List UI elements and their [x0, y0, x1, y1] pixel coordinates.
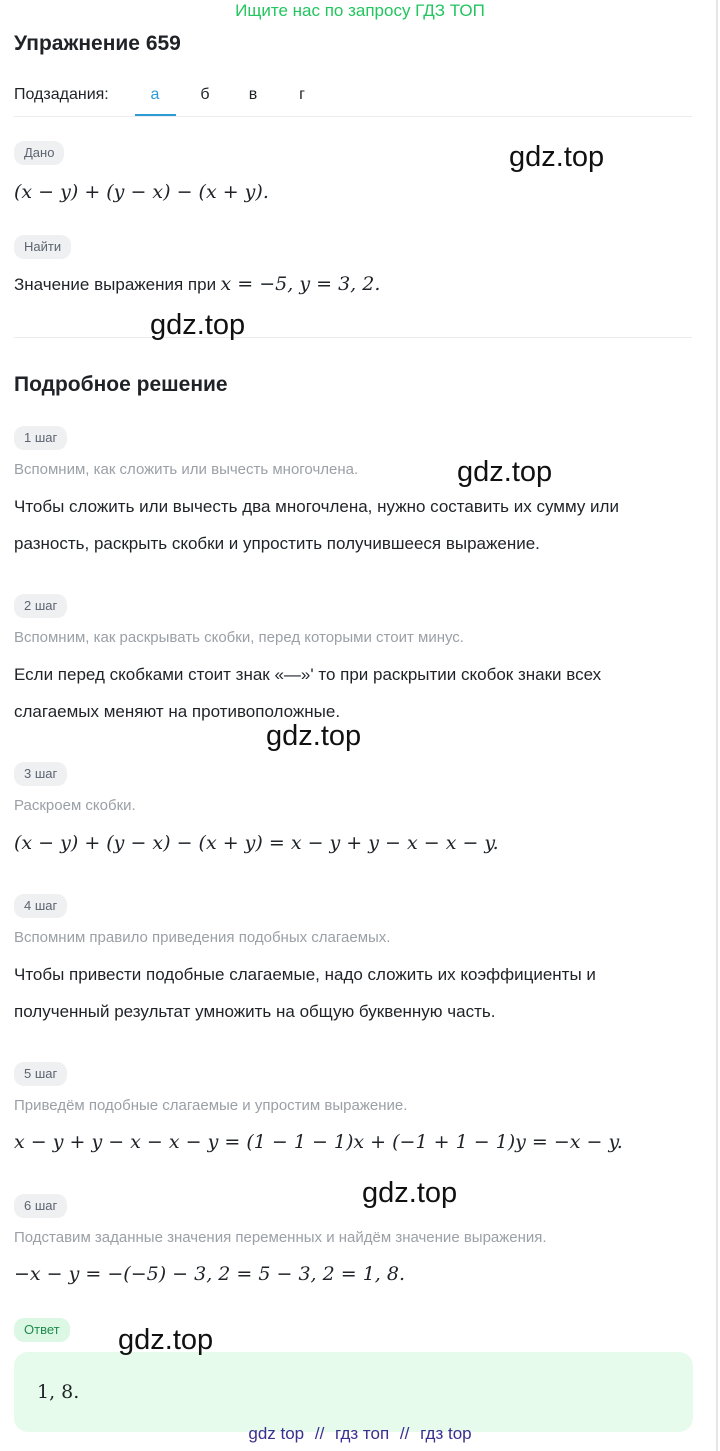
- step-4-line-1: Чтобы привести подобные слагаемые, надо сложить их коэффициенты и: [14, 965, 596, 984]
- step-3-badge: 3 шаг: [14, 762, 67, 786]
- step-2-line-1: Если перед скобками стоит знак «—»' то при раскрытии скобок знаки всех: [14, 665, 602, 684]
- page-title: Упражнение 659: [14, 32, 181, 55]
- given-badge: Дано: [14, 141, 64, 165]
- scroll-edge: [716, 0, 718, 1451]
- step-5-expression: x − y + y − x − x − y = (1 − 1 − 1)x + (−1 + 1 − 1)y = −x − y.: [14, 1131, 623, 1153]
- search-banner: Ищите нас по запросу ГДЗ ТОП: [235, 1, 485, 20]
- step-6-hint: Подставим заданные значения переменных и найдём значение выражения.: [14, 1229, 547, 1246]
- step-1-hint: Вспомним, как сложить или вычесть многочлена.: [14, 461, 359, 478]
- answer-value: 1, 8.: [37, 1381, 80, 1403]
- find-badge: Найти: [14, 235, 71, 259]
- footer-link-gdz-top[interactable]: gdz top: [248, 1424, 305, 1443]
- footer-separator: //: [314, 1424, 325, 1443]
- tab-g[interactable]: г: [299, 86, 305, 103]
- footer-link-gdz-top-mixed[interactable]: гдз top: [420, 1424, 472, 1443]
- find-text: Значение выражения при: [14, 275, 217, 294]
- step-3-expression: (x − y) + (y − x) − (x + y) = x − y + y − x − x − y.: [14, 832, 499, 854]
- watermark: gdz.top: [118, 1324, 214, 1356]
- tab-v[interactable]: в: [248, 86, 258, 103]
- find-row: [14, 273, 380, 295]
- watermark: gdz.top: [266, 720, 362, 752]
- step-1-line-2: разность, раскрыть скобки и упростить получившееся выражение.: [14, 534, 540, 553]
- answer-box: [14, 1352, 693, 1432]
- watermark: gdz.top: [457, 456, 553, 488]
- tab-b[interactable]: б: [200, 86, 210, 103]
- step-1-badge: 1 шаг: [14, 426, 67, 450]
- step-4-badge: 4 шаг: [14, 894, 67, 918]
- step-3-hint: Раскроем скобки.: [14, 797, 136, 814]
- step-5-hint: Приведём подобные слагаемые и упростим выражение.: [14, 1097, 408, 1114]
- answer-badge: Ответ: [14, 1318, 70, 1342]
- footer-separator: //: [399, 1424, 410, 1443]
- footer-links: [0, 1424, 720, 1444]
- step-2-line-2: слагаемых меняют на противоположные.: [14, 702, 341, 721]
- find-expression: x = −5, y = 3, 2.: [220, 273, 381, 295]
- step-4-line-2: полученный результат умножить на общую буквенную часть.: [14, 1002, 496, 1021]
- watermark: gdz.top: [150, 309, 246, 341]
- subtasks-label: Подзадания:: [14, 86, 109, 103]
- step-1-line-1: Чтобы сложить или вычесть два многочлена, нужно составить их сумму или: [14, 497, 619, 516]
- active-tab-indicator: [135, 114, 176, 116]
- step-5-badge: 5 шаг: [14, 1062, 67, 1086]
- given-expression: (x − y) + (y − x) − (x + y).: [14, 181, 269, 203]
- watermark: gdz.top: [362, 1177, 458, 1209]
- step-6-badge: 6 шаг: [14, 1194, 67, 1218]
- footer-link-gdz-top-ru[interactable]: гдз топ: [335, 1424, 390, 1443]
- step-6-expression: −x − y = −(−5) − 3, 2 = 5 − 3, 2 = 1, 8.: [14, 1263, 406, 1285]
- solution-heading: Подробное решение: [14, 373, 228, 396]
- watermark: gdz.top: [509, 141, 605, 173]
- step-4-hint: Вспомним правило приведения подобных слагаемых.: [14, 929, 391, 946]
- step-2-badge: 2 шаг: [14, 594, 67, 618]
- step-2-hint: Вспомним, как раскрывать скобки, перед которыми стоит минус.: [14, 629, 464, 646]
- section-divider: [14, 337, 692, 338]
- tabs-divider: [14, 116, 692, 117]
- tab-a[interactable]: а: [150, 86, 160, 103]
